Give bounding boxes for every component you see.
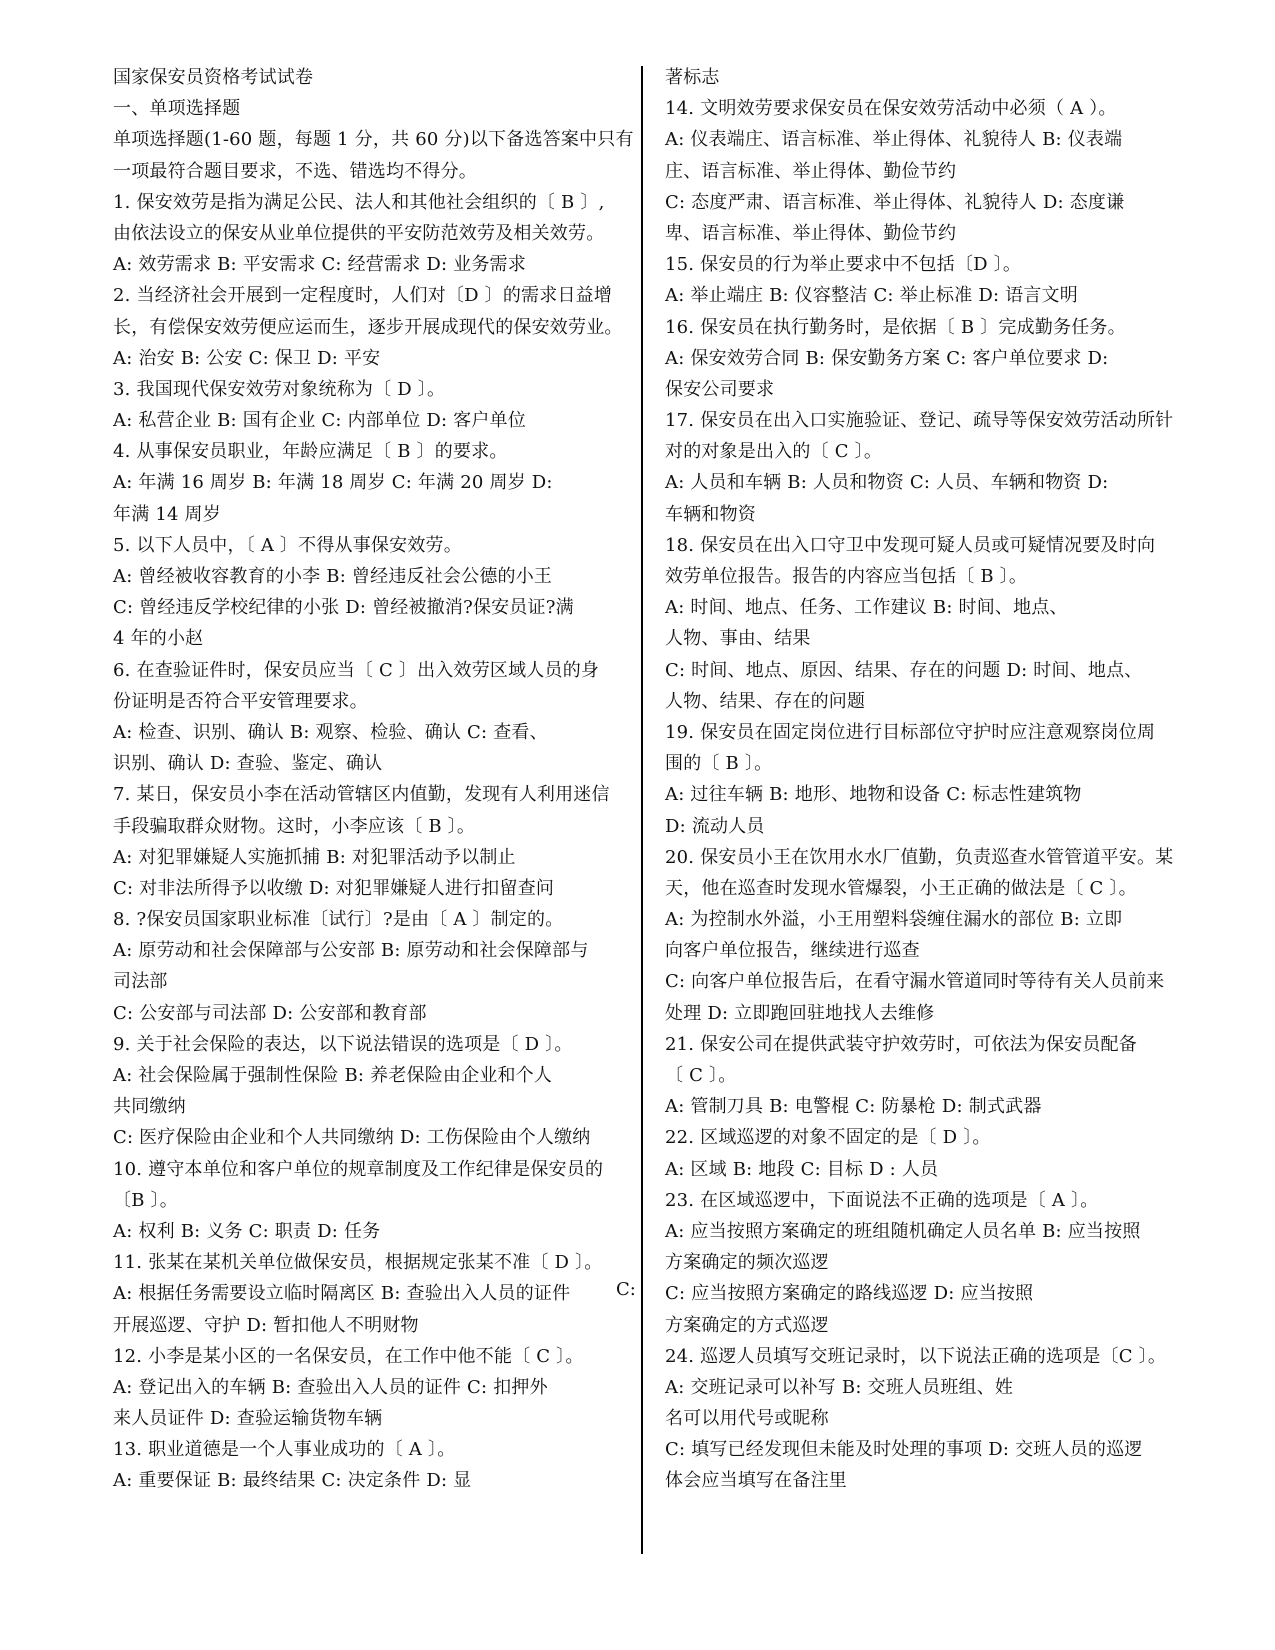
text-line: 卑、语言标准、举止得体、勤俭节约 [665, 222, 957, 244]
text-line: 18. 保安员在出入口守卫中发现可疑人员或可疑情况要及时向 [665, 534, 1156, 556]
text-line: 3. 我国现代保安效劳对象统称为〔 D 〕。 [113, 378, 446, 400]
text-line: 〔B 〕。 [113, 1189, 178, 1211]
text-line: A: 登记出入的车辆 B: 查验出入人员的证件 C: 扣押外 [113, 1376, 548, 1398]
text-line: 方案确定的频次巡逻 [665, 1252, 829, 1274]
text-line: 〔 C 〕。 [665, 1065, 737, 1086]
text-line: 单项选择题(1-60 题，每题 1 分，共 60 分)以下备选答案中只有 [113, 129, 634, 151]
text-line: A: 保安效劳合同 B: 保安勤务方案 C: 客户单位要求 D: [665, 347, 1109, 369]
text-line: A: 社会保险属于强制性保险 B: 养老保险由企业和个人 [113, 1065, 553, 1086]
text-line: A: 人员和车辆 B: 人员和物资 C: 人员、车辆和物资 D: [665, 472, 1109, 494]
text-line: 围的〔 B 〕。 [665, 753, 773, 775]
text-line: A: 重要保证 B: 最终结果 C: 决定条件 D: 显 [113, 1470, 472, 1492]
text-line: 天，他在巡查时发现水管爆裂，小王正确的做法是〔 C 〕。 [665, 877, 1137, 899]
text-line: 一、单项选择题 [113, 98, 241, 120]
text-line: A: 权利 B: 义务 C: 职责 D: 任务 [113, 1220, 381, 1242]
text-line: A: 曾经被收容教育的小李 B: 曾经违反社会公德的小王 [113, 566, 553, 587]
text-line: A: 仪表端庄、语言标准、举止得体、礼貌待人 B: 仪表端 [665, 129, 1123, 151]
text-line: A: 时间、地点、任务、工作建议 B: 时间、地点、 [665, 597, 1068, 619]
text-line: 体会应当填写在备注里 [665, 1470, 847, 1492]
text-line: 识别、确认 D: 查验、鉴定、确认 [113, 753, 383, 775]
text-line: A: 交班记录可以补写 B: 交班人员班组、姓 [665, 1376, 1014, 1398]
text-line: A: 原劳动和社会保障部与公安部 B: 原劳动和社会保障部与 [113, 940, 589, 962]
text-line: 20. 保安员小王在饮用水水厂值勤，负责巡查水管管道平安。某 [665, 846, 1174, 868]
text-line: A: 对犯罪嫌疑人实施抓捕 B: 对犯罪活动予以制止 [113, 846, 516, 868]
text-line: A: 管制刀具 B: 电警棍 C: 防暴枪 D: 制式武器 [665, 1096, 1042, 1118]
text-line: 9. 关于社会保险的表达，以下说法错误的选项是〔 D 〕。 [113, 1033, 573, 1055]
text-line: 年满 14 周岁 [113, 503, 221, 525]
text-line: 2. 当经济社会开展到一定程度时，人们对〔D 〕的需求日益增 [113, 285, 613, 307]
text-line: A: 过往车辆 B: 地形、地物和设备 C: 标志性建筑物 [665, 784, 1082, 806]
text-line: 4. 从事保安员职业，年龄应满足〔 B 〕的要求。 [113, 441, 508, 463]
text-line: 向客户单位报告，继续进行巡查 [665, 940, 920, 962]
text-line: 24. 巡逻人员填写交班记录时，以下说法正确的选项是〔C 〕。 [665, 1345, 1167, 1367]
stray-text: C: [616, 1274, 636, 1305]
text-line: 手段骗取群众财物。这时，小李应该〔 B 〕。 [113, 815, 476, 837]
text-line: 1. 保安效劳是指为满足公民、法人和其他社会组织的〔 B 〕, [113, 191, 605, 213]
text-line: 人物、事由、结果 [665, 628, 811, 650]
text-line: A: 治安 B: 公安 C: 保卫 D: 平安 [113, 347, 381, 369]
text-line: 4 年的小赵 [113, 628, 204, 650]
text-line: 22. 区域巡逻的对象不固定的是〔 D 〕。 [665, 1127, 991, 1149]
text-line: 人物、结果、存在的问题 [665, 690, 866, 712]
text-line: 一项最符合题目要求，不选、错选均不得分。 [113, 160, 477, 182]
text-line: A: 应当按照方案确定的班组随机确定人员名单 B: 应当按照 [665, 1220, 1141, 1242]
text-line: 12. 小李是某小区的一名保安员，在工作中他不能〔 C 〕。 [113, 1345, 584, 1367]
text-line: 长，有偿保安效劳便应运而生，逐步开展成现代的保安效劳业。 [113, 316, 623, 338]
text-line: 15. 保安员的行为举止要求中不包括〔D 〕。 [665, 254, 1022, 276]
text-line: A: 区域 B: 地段 C: 目标 D : 人员 [665, 1158, 939, 1180]
text-line: C: 曾经违反学校纪律的小张 D: 曾经被撤消?保安员证?满 [113, 597, 574, 619]
text-line: 份证明是否符合平安管理要求。 [113, 690, 368, 712]
text-line: 著标志 [665, 67, 720, 88]
text-line: 效劳单位报告。报告的内容应当包括〔 B 〕。 [665, 566, 1028, 587]
text-line: 11. 张某在某机关单位做保安员，根据规定张某不准〔 D 〕。 [113, 1252, 603, 1274]
text-line: 10. 遵守本单位和客户单位的规章制度及工作纪律是保安员的 [113, 1158, 604, 1180]
text-line: A: 效劳需求 B: 平安需求 C: 经营需求 D: 业务需求 [113, 254, 526, 276]
text-line: 来人员证件 D: 查验运输货物车辆 [113, 1408, 383, 1430]
text-line: 23. 在区域巡逻中，下面说法不正确的选项是〔 A 〕。 [665, 1189, 1099, 1211]
text-line: 名可以用代号或昵称 [665, 1408, 829, 1430]
text-line: 21. 保安公司在提供武装守护效劳时，可依法为保安员配备 [665, 1033, 1137, 1055]
text-line: 司法部 [113, 971, 168, 993]
left-column [113, 62, 634, 1497]
column-divider [641, 66, 643, 1554]
text-line: C: 公安部与司法部 D: 公安部和教育部 [113, 1002, 427, 1024]
text-line: A: 私营企业 B: 国有企业 C: 内部单位 D: 客户单位 [113, 410, 526, 432]
text-line: 6. 在查验证件时，保安员应当〔 C 〕出入效劳区域人员的身 [113, 659, 600, 681]
text-line: A: 年满 16 周岁 B: 年满 18 周岁 C: 年满 20 周岁 D: [113, 472, 553, 494]
text-line: 车辆和物资 [665, 503, 756, 525]
text-line: C: 时间、地点、原因、结果、存在的问题 D: 时间、地点、 [665, 659, 1143, 681]
text-line: 保安公司要求 [665, 378, 775, 400]
text-line: C: 应当按照方案确定的路线巡逻 D: 应当按照 [665, 1283, 1034, 1305]
text-line: A: 为控制水外溢，小王用塑料袋缠住漏水的部位 B: 立即 [665, 909, 1123, 931]
text-line: 国家保安员资格考试试卷 [113, 67, 314, 88]
text-line: 庄、语言标准、举止得体、勤俭节约 [665, 160, 957, 182]
text-line: 16. 保安员在执行勤务时，是依据〔 B 〕完成勤务任务。 [665, 316, 1126, 338]
right-column [665, 62, 1205, 1497]
text-line: C: 向客户单位报告后，在看守漏水管道同时等待有关人员前来 [665, 971, 1165, 993]
text-line: A: 根据任务需要设立临时隔离区 B: 查验出入人员的证件 [113, 1283, 571, 1305]
text-line: 处理 D: 立即跑回驻地找人去维修 [665, 1002, 935, 1024]
text-line: 8. ?保安员国家职业标准〔试行〕?是由〔 A 〕制定的。 [113, 909, 564, 931]
text-line: C: 填写已经发现但未能及时处理的事项 D: 交班人员的巡逻 [665, 1439, 1143, 1461]
text-line: C: 医疗保险由企业和个人共同缴纳 D: 工伤保险由个人缴纳 [113, 1127, 591, 1149]
text-line: 对的对象是出入的〔 C 〕。 [665, 441, 883, 463]
text-line: 19. 保安员在固定岗位进行目标部位守护时应注意观察岗位周 [665, 721, 1156, 743]
text-line: A: 举止端庄 B: 仪容整洁 C: 举止标准 D: 语言文明 [665, 285, 1078, 307]
text-line: D: 流动人员 [665, 815, 765, 837]
text-line: 17. 保安员在出入口实施验证、登记、疏导等保安效劳活动所针 [665, 410, 1174, 432]
text-line: 13. 职业道德是一个人事业成功的〔 A 〕。 [113, 1439, 456, 1461]
text-line: 开展巡逻、守护 D: 暂扣他人不明财物 [113, 1314, 419, 1336]
text-line: A: 检查、识别、确认 B: 观察、检验、确认 C: 查看、 [113, 721, 548, 743]
text-line: 14. 文明效劳要求保安员在保安效劳活动中必须（ A ）。 [665, 98, 1117, 120]
text-line: C: 态度严肃、语言标准、举止得体、礼貌待人 D: 态度谦 [665, 191, 1125, 213]
text-line: 共同缴纳 [113, 1096, 186, 1118]
text-line: 5. 以下人员中，〔 A 〕不得从事保安效劳。 [113, 534, 462, 556]
text-line: C: 对非法所得予以收缴 D: 对犯罪嫌疑人进行扣留查问 [113, 877, 555, 899]
text-line: 7. 某日，保安员小李在活动管辖区内值勤，发现有人利用迷信 [113, 784, 610, 806]
text-line: 由依法设立的保安从业单位提供的平安防范效劳及相关效劳。 [113, 222, 605, 244]
text-line: 方案确定的方式巡逻 [665, 1314, 829, 1336]
